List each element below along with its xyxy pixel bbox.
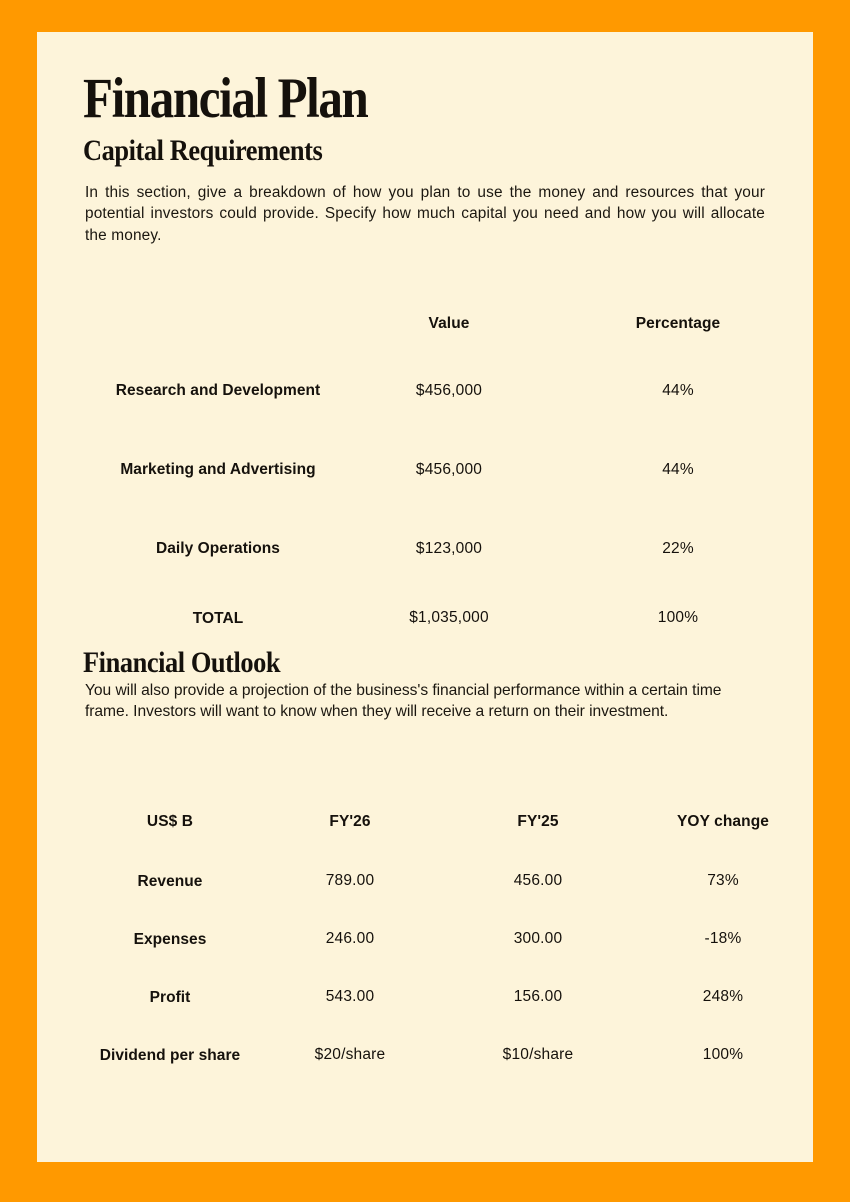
capital-table-body xyxy=(97,351,797,648)
capital-col-header-label xyxy=(97,297,339,351)
outlook-table-head xyxy=(85,792,815,852)
row-yoy: 100% xyxy=(702,1046,744,1063)
table-row-total xyxy=(97,588,797,648)
capital-table-head xyxy=(97,297,797,351)
row-fy26: 789.00 xyxy=(325,872,375,889)
row-label: Revenue xyxy=(137,872,203,890)
capital-col-header-value: Value xyxy=(428,315,470,332)
row-fy25: $10/share xyxy=(502,1046,574,1063)
financial-outlook-table xyxy=(85,792,815,1084)
row-value: $456,000 xyxy=(415,381,483,399)
capital-requirements-paragraph: In this section, give a breakdown of how you plan to use the money and resources that your potential investors could provide. Specify how much capital you need and how you will allocate the money. xyxy=(85,184,765,244)
table-row xyxy=(85,910,815,968)
row-value-total: $1,035,000 xyxy=(409,609,489,626)
row-yoy: 73% xyxy=(707,872,739,889)
outlook-table-body xyxy=(85,852,815,1084)
section-subtitle-capital-requirements: Capital Requirements xyxy=(83,134,323,167)
row-label: Profit xyxy=(149,988,191,1006)
row-yoy: -18% xyxy=(704,930,742,947)
row-fy26: 246.00 xyxy=(325,930,375,947)
row-fy26: $20/share xyxy=(314,1046,386,1063)
table-row xyxy=(97,509,797,588)
row-percentage: 44% xyxy=(662,460,694,478)
capital-col-header-percentage: Percentage xyxy=(635,315,721,332)
financial-outlook-paragraph: You will also provide a projection of the business's financial performance within a certain time frame. Investors will want to know when they will receive a return on their investment. xyxy=(85,682,722,721)
row-percentage: 44% xyxy=(662,381,694,399)
table-header-row xyxy=(97,297,797,351)
row-label: Marketing and Advertising xyxy=(120,461,316,478)
row-percentage: 22% xyxy=(662,539,694,557)
row-label: Dividend per share xyxy=(99,1046,241,1064)
row-label-total: TOTAL xyxy=(192,609,244,627)
outlook-col-header-unit: US$ B xyxy=(146,813,194,830)
row-yoy: 248% xyxy=(702,988,744,1005)
row-fy26: 543.00 xyxy=(325,988,375,1005)
row-label: Research and Development xyxy=(115,382,321,399)
row-label: Expenses xyxy=(133,930,207,948)
table-header-row xyxy=(85,792,815,852)
row-value: $456,000 xyxy=(415,460,483,478)
table-row xyxy=(85,1026,815,1084)
outlook-col-header-fy25: FY'25 xyxy=(517,813,559,830)
row-label: Daily Operations xyxy=(156,540,280,557)
table-row xyxy=(85,852,815,910)
row-percentage-total: 100% xyxy=(657,609,699,626)
capital-requirements-table xyxy=(97,297,797,648)
row-fy25: 156.00 xyxy=(513,988,563,1005)
row-fy25: 456.00 xyxy=(513,872,563,889)
document-panel xyxy=(37,32,813,1162)
outlook-col-header-yoy: YOY change xyxy=(676,813,770,830)
outlook-col-header-fy26: FY'26 xyxy=(329,813,371,830)
table-row xyxy=(97,351,797,430)
row-value: $123,000 xyxy=(415,539,483,557)
table-row xyxy=(97,430,797,509)
section-heading-financial-outlook: Financial Outlook xyxy=(83,646,281,679)
row-fy25: 300.00 xyxy=(513,930,563,947)
page-title: Financial Plan xyxy=(83,67,368,130)
table-row xyxy=(85,968,815,1026)
